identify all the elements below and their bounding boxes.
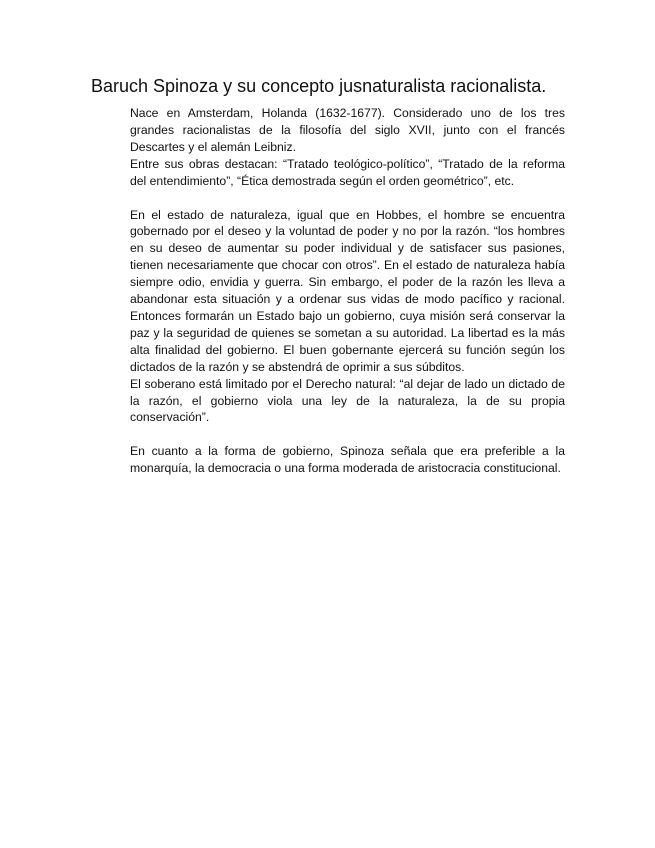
paragraph-sovereign: El soberano está limitado por el Derecho natural: “al dejar de lado un dictado de la razón, el gobierno viola una ley de la naturaleza, la de su propia conservación”. bbox=[130, 376, 565, 425]
document-title: Baruch Spinoza y su concepto jusnaturalista racionalista. bbox=[91, 76, 547, 96]
paragraph-spacer bbox=[130, 190, 565, 207]
paragraph-form-of-government: En cuanto a la forma de gobierno, Spinoza señala que era preferible a la monarquía, la democracia o una forma moderada de aristocracia constitucional. bbox=[130, 444, 565, 476]
paragraph-works: Entre sus obras destacan: “Tratado teológico-político”, “Tratado de la reforma del entendimiento”, “Ética demostrada según el orden geométrico”, etc. bbox=[130, 156, 565, 188]
paragraph-spacer bbox=[130, 426, 565, 443]
paragraph-state-of-nature: En el estado de naturaleza, igual que en Hobbes, el hombre se encuentra gobernado por el deseo y la voluntad de poder y no por la razón. “los hombres en su deseo de aumentar su poder individual y de satisfacer sus pasiones, tienen necesariamente que chocar con otros”. En el estado de naturaleza había siempre odio, envidia y guerra. Sin embargo, el poder de la razón les lleva a abandonar esta situación y a ordenar sus vidas de modo pacífico y racional. Entonces formarán un Estado bajo un gobierno, cuya misión será conservar la paz y la seguridad de quienes se sometan a su autoridad. La libertad es la más alta finalidad del gobierno. El buen gobernante ejercerá su función según los dictados de la razón y se abstendrá de oprimir a sus súbditos. bbox=[130, 207, 565, 374]
paragraph-biography: Nace en Amsterdam, Holanda (1632-1677). Considerado uno de los tres grandes racionalistas de la filosofía del siglo XVII, junto con el francés Descartes y el alemán Leibniz. bbox=[130, 106, 565, 154]
document-body bbox=[130, 105, 565, 477]
